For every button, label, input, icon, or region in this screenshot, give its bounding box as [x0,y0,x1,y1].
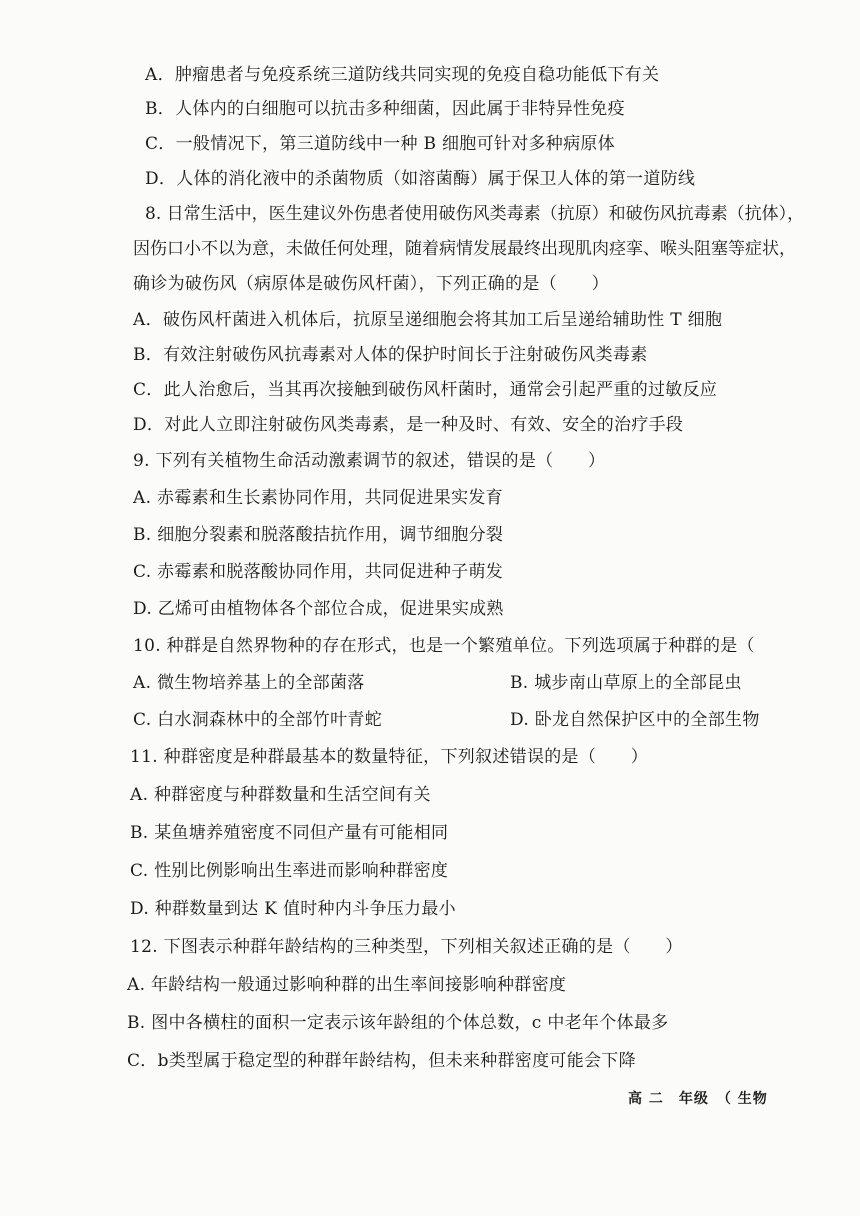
q7-option-c: C．一般情况下，第三道防线中一种 B 细胞可针对多种病原体 [145,134,616,154]
q7-option-a: A．肿瘤患者与免疫系统三道防线共同实现的免疫自稳功能低下有关 [145,65,660,85]
q11-stem: 11. 种群密度是种群最基本的数量特征，下列叙述错误的是（ ） [130,747,649,767]
q11-option-c: C. 性别比例影响出生率进而影响种群密度 [130,861,449,881]
q8-option-a: A．破伤风杆菌进入机体后，抗原呈递细胞会将其加工后呈递给辅助性 T 细胞 [133,310,723,330]
q10-option-d: D. 卧龙自然保护区中的全部生物 [510,710,760,730]
q12-option-a: A. 年龄结构一般通过影响种群的出生率间接影响种群密度 [127,975,567,995]
q10-option-a: A. 微生物培养基上的全部菌落 [133,673,365,693]
q8-stem-line-3: 确诊为破伤风（病原体是破伤风杆菌），下列正确的是（ ） [133,274,609,294]
q8-option-b: B．有效注射破伤风抗毒素对人体的保护时间长于注射破伤风类毒素 [133,345,648,365]
q8-stem-line-1: 8. 日常生活中，医生建议外伤患者使用破伤风类毒素（抗原）和破伤风抗毒素（抗体）， [145,204,805,224]
q12-option-c: C．b类型属于稳定型的种群年龄结构，但未来种群密度可能会下降 [127,1051,636,1071]
q9-stem: 9. 下列有关植物生命活动激素调节的叙述，错误的是（ ） [133,451,606,471]
q10-stem: 10. 种群是自然界物种的存在形式，也是一个繁殖单位。下列选项属于种群的是（ [133,636,755,656]
q9-option-a: A. 赤霉素和生长素协同作用，共同促进果实发育 [133,488,503,508]
q9-option-b: B. 细胞分裂素和脱落酸拮抗作用，调节细胞分裂 [133,525,504,545]
q9-option-c: C. 赤霉素和脱落酸协同作用，共同促进种子萌发 [133,562,504,582]
q8-option-d: D．对此人立即注射破伤风类毒素，是一种及时、有效、安全的治疗手段 [133,415,684,435]
q10-option-b: B. 城步南山草原上的全部昆虫 [510,673,742,693]
q12-stem: 12. 下图表示种群年龄结构的三种类型，下列相关叙述正确的是（ ） [130,937,683,957]
q12-option-b: B. 图中各横柱的面积一定表示该年龄组的个体总数，c 中老年个体最多 [127,1013,669,1033]
q8-stem-line-2: 因伤口小不以为意，未做任何处理，随着病情发展最终出现肌肉痉挛、喉头阻塞等症状， [133,239,796,259]
q7-option-d: D．人体的消化液中的杀菌物质（如溶菌酶）属于保卫人体的第一道防线 [145,169,696,189]
q11-option-a: A. 种群密度与种群数量和生活空间有关 [130,785,431,805]
q11-option-b: B. 某鱼塘养殖密度不同但产量有可能相同 [130,823,449,843]
q9-option-d: D. 乙烯可由植物体各个部位合成，促进果实成熟 [133,599,504,619]
q8-option-c: C．此人治愈后，当其再次接触到破伤风杆菌时，通常会引起严重的过敏反应 [133,380,718,400]
q10-option-c: C. 白水洞森林中的全部竹叶青蛇 [133,710,383,730]
page-footer-grade-subject: 高 二 年级 （ 生物 [628,1091,768,1107]
q11-option-d: D. 种群数量到达 K 值时种内斗争压力最小 [130,899,456,919]
q7-option-b: B．人体内的白细胞可以抗击多种细菌，因此属于非特异性免疫 [145,99,625,119]
